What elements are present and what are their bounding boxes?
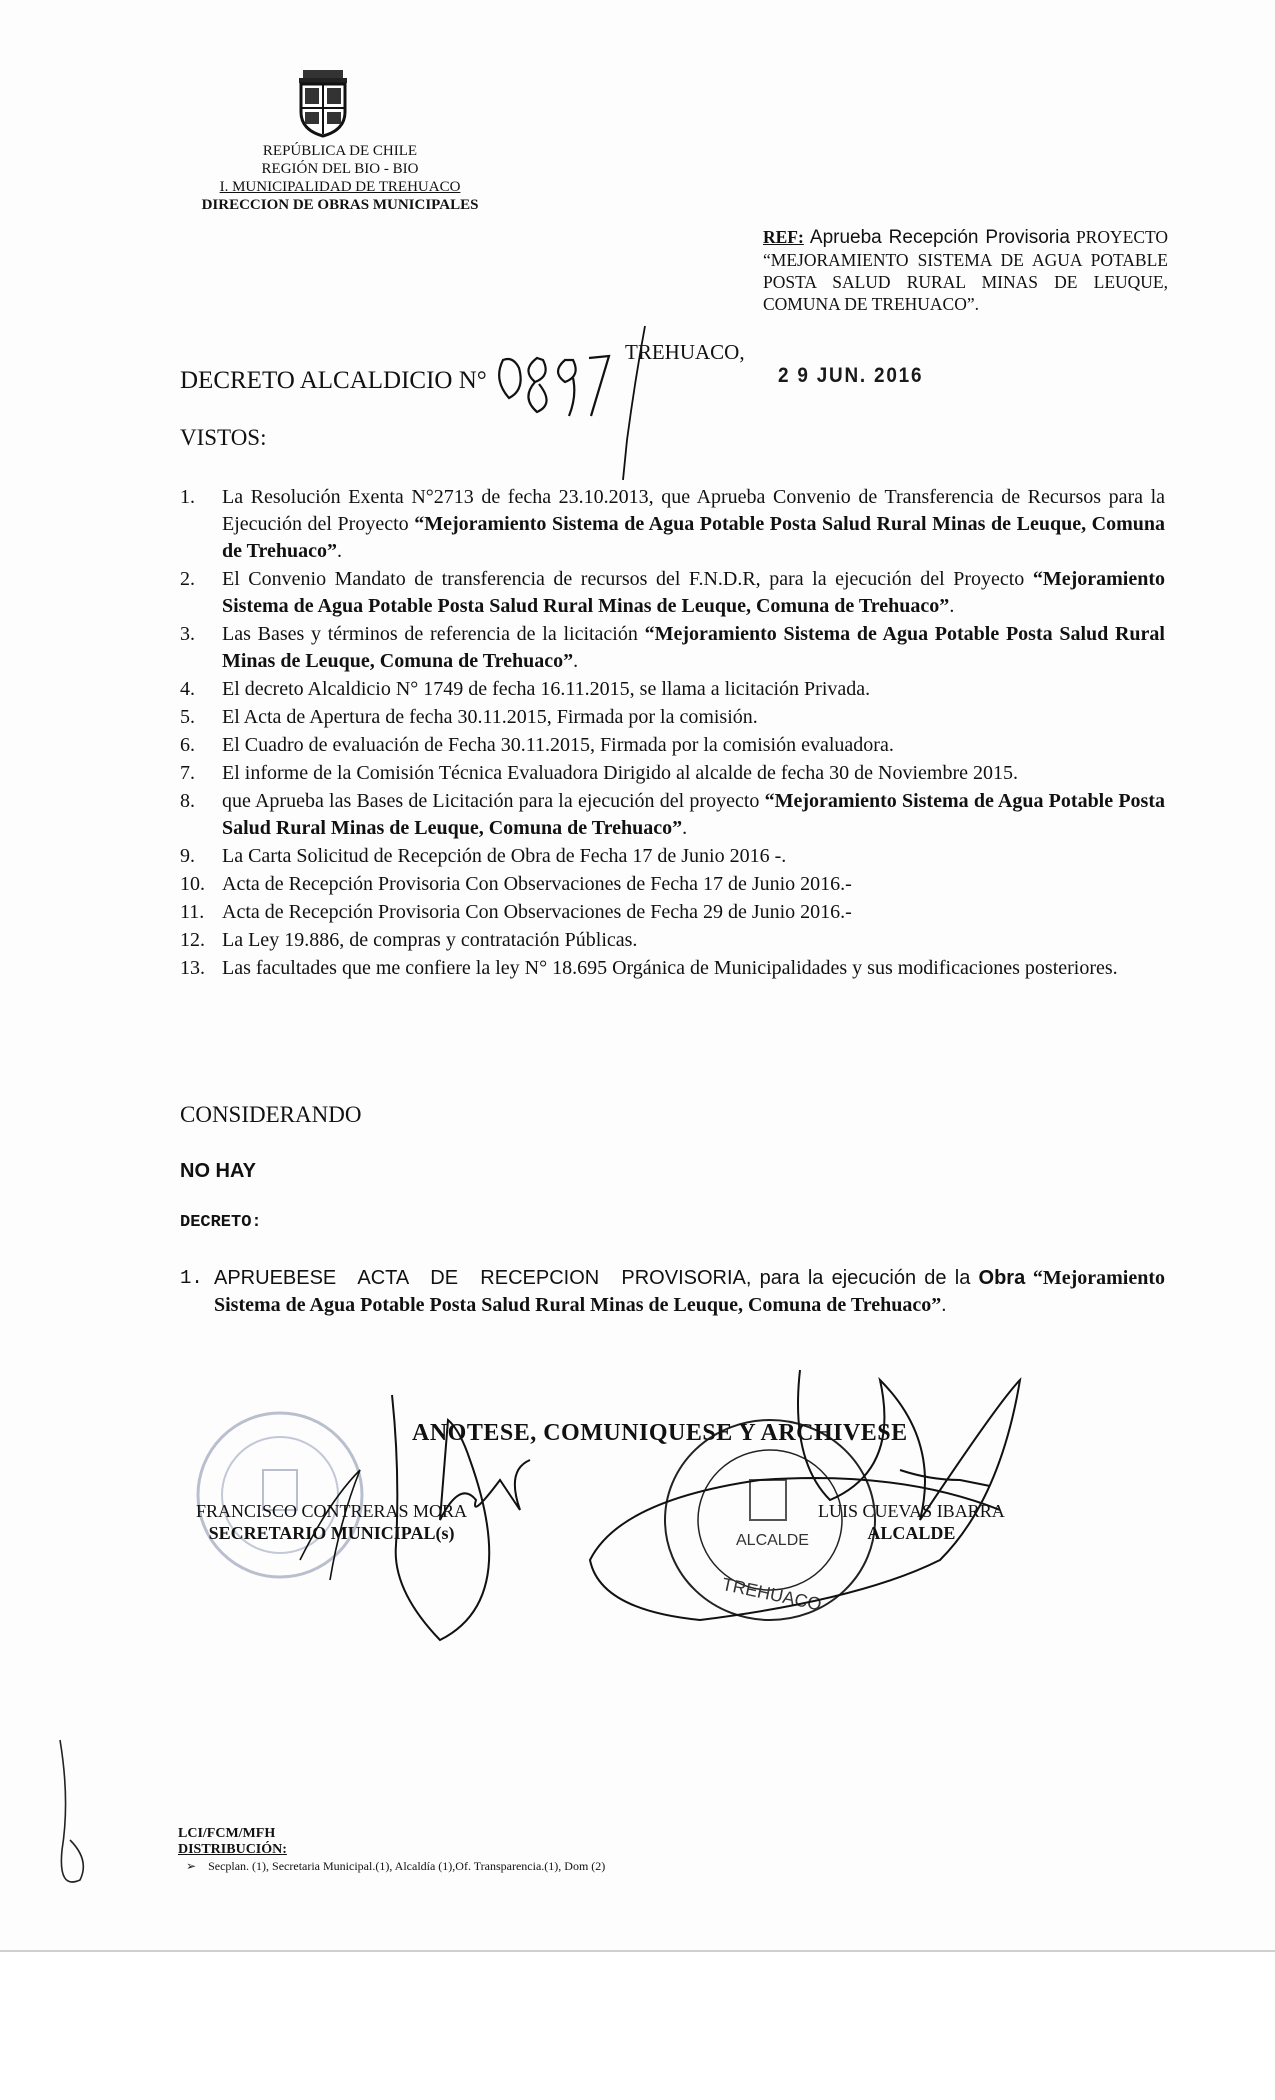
secretary-seal-icon <box>185 1400 385 1590</box>
ref-label: REF: <box>763 227 804 247</box>
secretary-title: SECRETARIO MUNICIPAL(s) <box>208 1523 455 1543</box>
letterhead-municipality: I. MUNICIPALIDAD DE TREHUACO <box>219 179 461 195</box>
list-item: 10. Acta de Recepción Provisoria Con Observaciones de Fecha 17 de Junio 2016.- <box>180 873 852 895</box>
list-item: 4. El decreto Alcaldicio N° 1749 de fecha 16.11.2015, se llama a licitación Privada. <box>180 678 871 700</box>
mayor-signature-block <box>818 1500 1005 1544</box>
bullet-arrow-icon: ➢ <box>186 1859 197 1873</box>
footer-distribution-label: DISTRIBUCIÓN: <box>178 1842 287 1857</box>
vistos-list <box>180 484 1165 983</box>
decreto-label: DECRETO: <box>180 1213 262 1232</box>
list-item: 1. La Resolución Exenta N°2713 de fecha 23.10.2013, que Aprueba Convenio de Transferencia de Recursos para la Ejecución del Proyecto “Mejoramiento Sistema de Agua Potable Posta Salud Rural Minas de Leuque, Comuna de Trehuaco”. <box>180 486 1165 562</box>
municipal-crest-icon <box>293 68 353 138</box>
list-item: 11. Acta de Recepción Provisoria Con Observaciones de Fecha 29 de Junio 2016.- <box>180 901 852 923</box>
reference-block <box>763 226 1168 315</box>
ref-summary: Aprueba Recepción Provisoria <box>809 227 1070 248</box>
seal-alcalde-text: ALCALDE <box>736 1532 809 1549</box>
list-item: 7. El informe de la Comisión Técnica Evaluadora Dirigido al alcalde de fecha 30 de Noviembre 2015. <box>180 762 1019 784</box>
letterhead-department: DIRECCION DE OBRAS MUNICIPALES <box>201 197 479 213</box>
mayor-title: ALCALDE <box>867 1523 956 1543</box>
ref-text: PROYECTO “MEJORAMIENTO SISTEMA DE AGUA POTABLE POSTA SALUD RURAL MINAS DE LEUQUE, COMUNA DE TREHUACO”. <box>763 227 1169 314</box>
closing-phrase: ANOTESE, COMUNIQUESE Y ARCHIVESE <box>412 1420 908 1446</box>
footer-distribution-list: ➢ Secplan. (1), Secretaria Municipal.(1), Alcaldía (1),Of. Transparencia.(1), Dom (2) <box>186 1859 606 1873</box>
secretary-signature-block <box>196 1500 467 1544</box>
seal-trehuaco-text: TREHUACO <box>720 1573 824 1615</box>
list-item: 3. Las Bases y términos de referencia de la licitación “Mejoramiento Sistema de Agua Potable Posta Salud Rural Minas de Leuque, Comuna de Trehuaco”. <box>180 623 1165 672</box>
resolution-number: 1. <box>180 1267 203 1289</box>
footer <box>178 1826 605 1874</box>
considerando-text: NO HAY <box>180 1160 256 1182</box>
footer-initials: LCI/FCM/MFH <box>178 1826 276 1841</box>
date-stamp: 2 9 JUN. 2016 <box>778 364 924 387</box>
decree-title: DECRETO ALCALDICIO N° <box>180 367 487 394</box>
secretary-name: FRANCISCO CONTRERAS MORA <box>196 1501 468 1521</box>
resolution-item: 1. APRUEBESE ACTA DE RECEPCION PROVISORIA, para la ejecución de la Obra “Mejoramiento Sistema de Agua Potable Posta Salud Rural Minas de Leuque, Comuna de Trehuaco”. <box>180 1267 1166 1316</box>
decree-place: TREHUACO, <box>625 340 745 364</box>
mayor-name: LUIS CUEVAS IBARRA <box>818 1501 1005 1521</box>
list-item: 6. El Cuadro de evaluación de Fecha 30.11.2015, Firmada por la comisión evaluadora. <box>180 734 894 756</box>
list-item: 5. El Acta de Apertura de fecha 30.11.2015, Firmada por la comisión. <box>180 706 758 728</box>
list-item: 9. La Carta Solicitud de Recepción de Obra de Fecha 17 de Junio 2016 -. <box>180 845 787 867</box>
letterhead-region: REGIÓN DEL BIO - BIO <box>261 161 419 177</box>
considerando-heading: CONSIDERANDO <box>180 1102 362 1127</box>
vistos-heading: VISTOS: <box>180 425 267 450</box>
list-item: 13. Las facultades que me confiere la ley N° 18.695 Orgánica de Municipalidades y sus modificaciones posteriores. <box>180 957 1118 979</box>
list-item: 12. La Ley 19.886, de compras y contratación Públicas. <box>180 929 638 951</box>
letterhead-country: REPÚBLICA DE CHILE <box>262 143 418 159</box>
list-item: 8. que Aprueba las Bases de Licitación para la ejecución del proyecto “Mejoramiento Sistema de Agua Potable Posta Salud Rural Minas de Leuque, Comuna de Trehuaco”. <box>180 790 1165 839</box>
list-item: 2. El Convenio Mandato de transferencia de recursos del F.N.D.R, para la ejecución del Proyecto “Mejoramiento Sistema de Agua Potable Posta Salud Rural Minas de Leuque, Comuna de Trehuaco”. <box>180 568 1165 617</box>
resolution-lead: APRUEBESE ACTA DE RECEPCION PROVISORIA, <box>214 1267 752 1289</box>
letterhead <box>180 142 500 214</box>
